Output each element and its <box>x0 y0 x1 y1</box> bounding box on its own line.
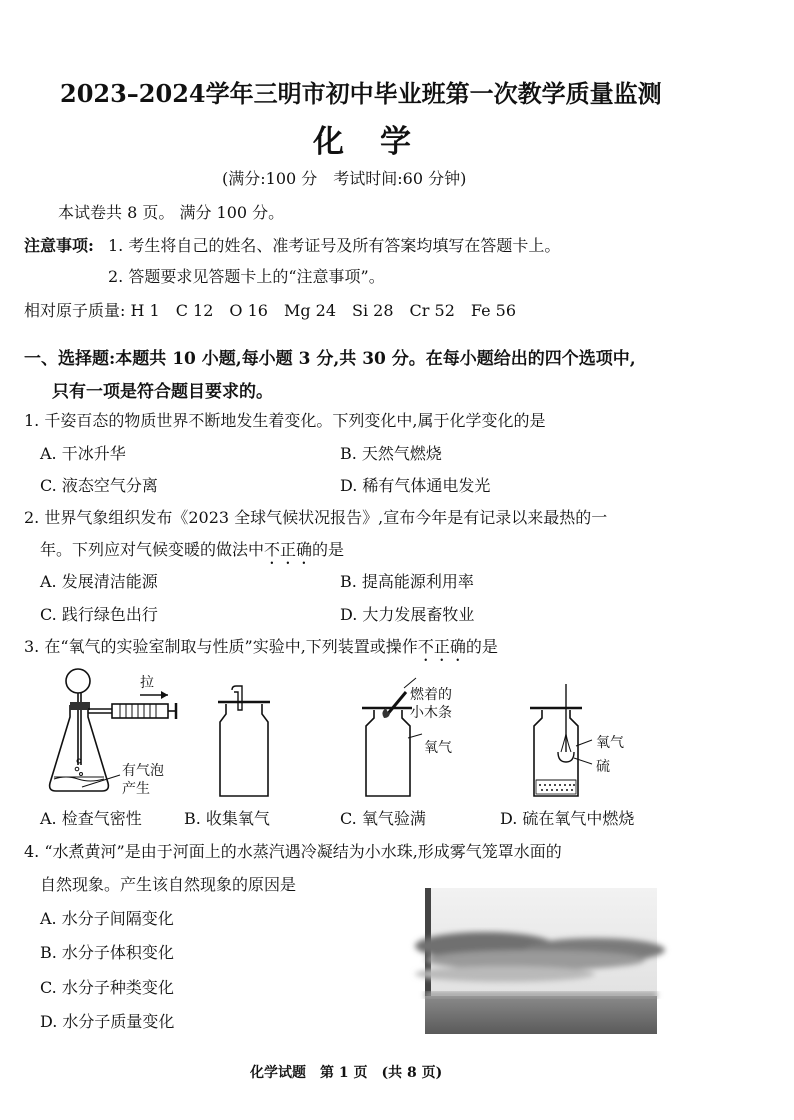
figure-c-oxygen-label: 氧气 <box>424 740 452 756</box>
notice-label: 注意事项: <box>24 236 94 255</box>
section-1-heading: 一、选择题:本题共 10 小题,每小题 3 分,共 30 分。在每小题给出的四个选项中, <box>24 349 636 369</box>
q3-option-a: A. 检查气密性 <box>40 809 142 828</box>
q4-option-b: B. 水分子体积变化 <box>40 943 174 962</box>
q4-stem-1: 4. “水煮黄河”是由于河面上的水蒸汽遇冷凝结为小水珠,形成雾气笼罩水面的 <box>24 842 562 861</box>
q4-option-a: A. 水分子间隔变化 <box>40 909 174 928</box>
notice-item-1: 1. 考生将自己的姓名、准考证号及所有答案均填写在答题卡上。 <box>108 236 561 255</box>
q1-option-b: B. 天然气燃烧 <box>340 444 442 463</box>
q1-option-d: D. 稀有气体通电发光 <box>340 476 491 495</box>
figure-b-collect-oxygen <box>216 688 276 800</box>
figure-d-sulfur-burning <box>528 684 598 800</box>
q2-option-c: C. 践行绿色出行 <box>40 605 158 624</box>
q3-stem: 3. 在“氧气的实验室制取与性质”实验中,下列装置或操作不正确的是 <box>24 637 498 656</box>
q3-emphasis: 不正确 <box>417 637 466 656</box>
figure-a-leader-line <box>82 773 122 789</box>
subject-title: 化学 <box>313 124 447 160</box>
q4-option-c: C. 水分子种类变化 <box>40 978 174 997</box>
q3-option-b: B. 收集氧气 <box>184 809 270 828</box>
exam-title: 2023–2024学年三明市初中毕业班第一次教学质量监测 <box>60 79 662 108</box>
q3-option-c: C. 氧气验满 <box>340 809 426 828</box>
figure-c-stick-label-1: 燃着的 <box>410 687 452 703</box>
page-footer: 化学试题 第 1 页 (共 8 页) <box>250 1065 443 1081</box>
section-1-heading-2: 只有一项是符合题目要求的。 <box>52 382 273 402</box>
q1-option-c: C. 液态空气分离 <box>40 476 158 495</box>
q2-option-d: D. 大力发展畜牧业 <box>340 605 475 624</box>
figure-a-pull-label: 拉 <box>140 675 154 691</box>
q2-option-a: A. 发展清洁能源 <box>40 572 158 591</box>
q1-option-a: A. 干冰升华 <box>40 444 126 463</box>
q2-emphasis: 不正确 <box>264 540 313 559</box>
notice-item-2: 2. 答题要求见答题卡上的“注意事项”。 <box>108 267 385 286</box>
figure-a-bubbles-label-2: 产生 <box>122 781 150 797</box>
q3-option-d: D. 硫在氧气中燃烧 <box>500 809 635 828</box>
atomic-mass: 相对原子质量: H 1 C 12 O 16 Mg 24 Si 28 Cr 52 Fe 56 <box>24 301 517 320</box>
q2-stem-1: 2. 世界气象组织发布《2023 全球气候状况报告》,宣布今年是有记录以来最热的一 <box>24 508 608 527</box>
figure-d-sulfur-label: 硫 <box>596 759 610 775</box>
figure-a-bubbles-label-1: 有气泡 <box>122 763 164 779</box>
page-count: 本试卷共 8 页。 满分 100 分。 <box>58 203 285 222</box>
figure-d-oxygen-label: 氧气 <box>596 735 624 751</box>
q4-stem-2: 自然现象。产生该自然现象的原因是 <box>40 875 297 894</box>
q2-stem-2: 年。下列应对气候变暖的做法中不正确的是 <box>40 540 345 559</box>
q1-stem: 1. 千姿百态的物质世界不断地发生着变化。下列变化中,属于化学变化的是 <box>24 411 546 430</box>
q2-option-b: B. 提高能源利用率 <box>340 572 474 591</box>
q4-option-d: D. 水分子质量变化 <box>40 1012 175 1031</box>
river-fog-photo <box>425 888 657 1034</box>
score-time: (满分:100 分 考试时间:60 分钟) <box>222 169 467 188</box>
figure-c-stick-label-2: 小木条 <box>410 705 452 721</box>
